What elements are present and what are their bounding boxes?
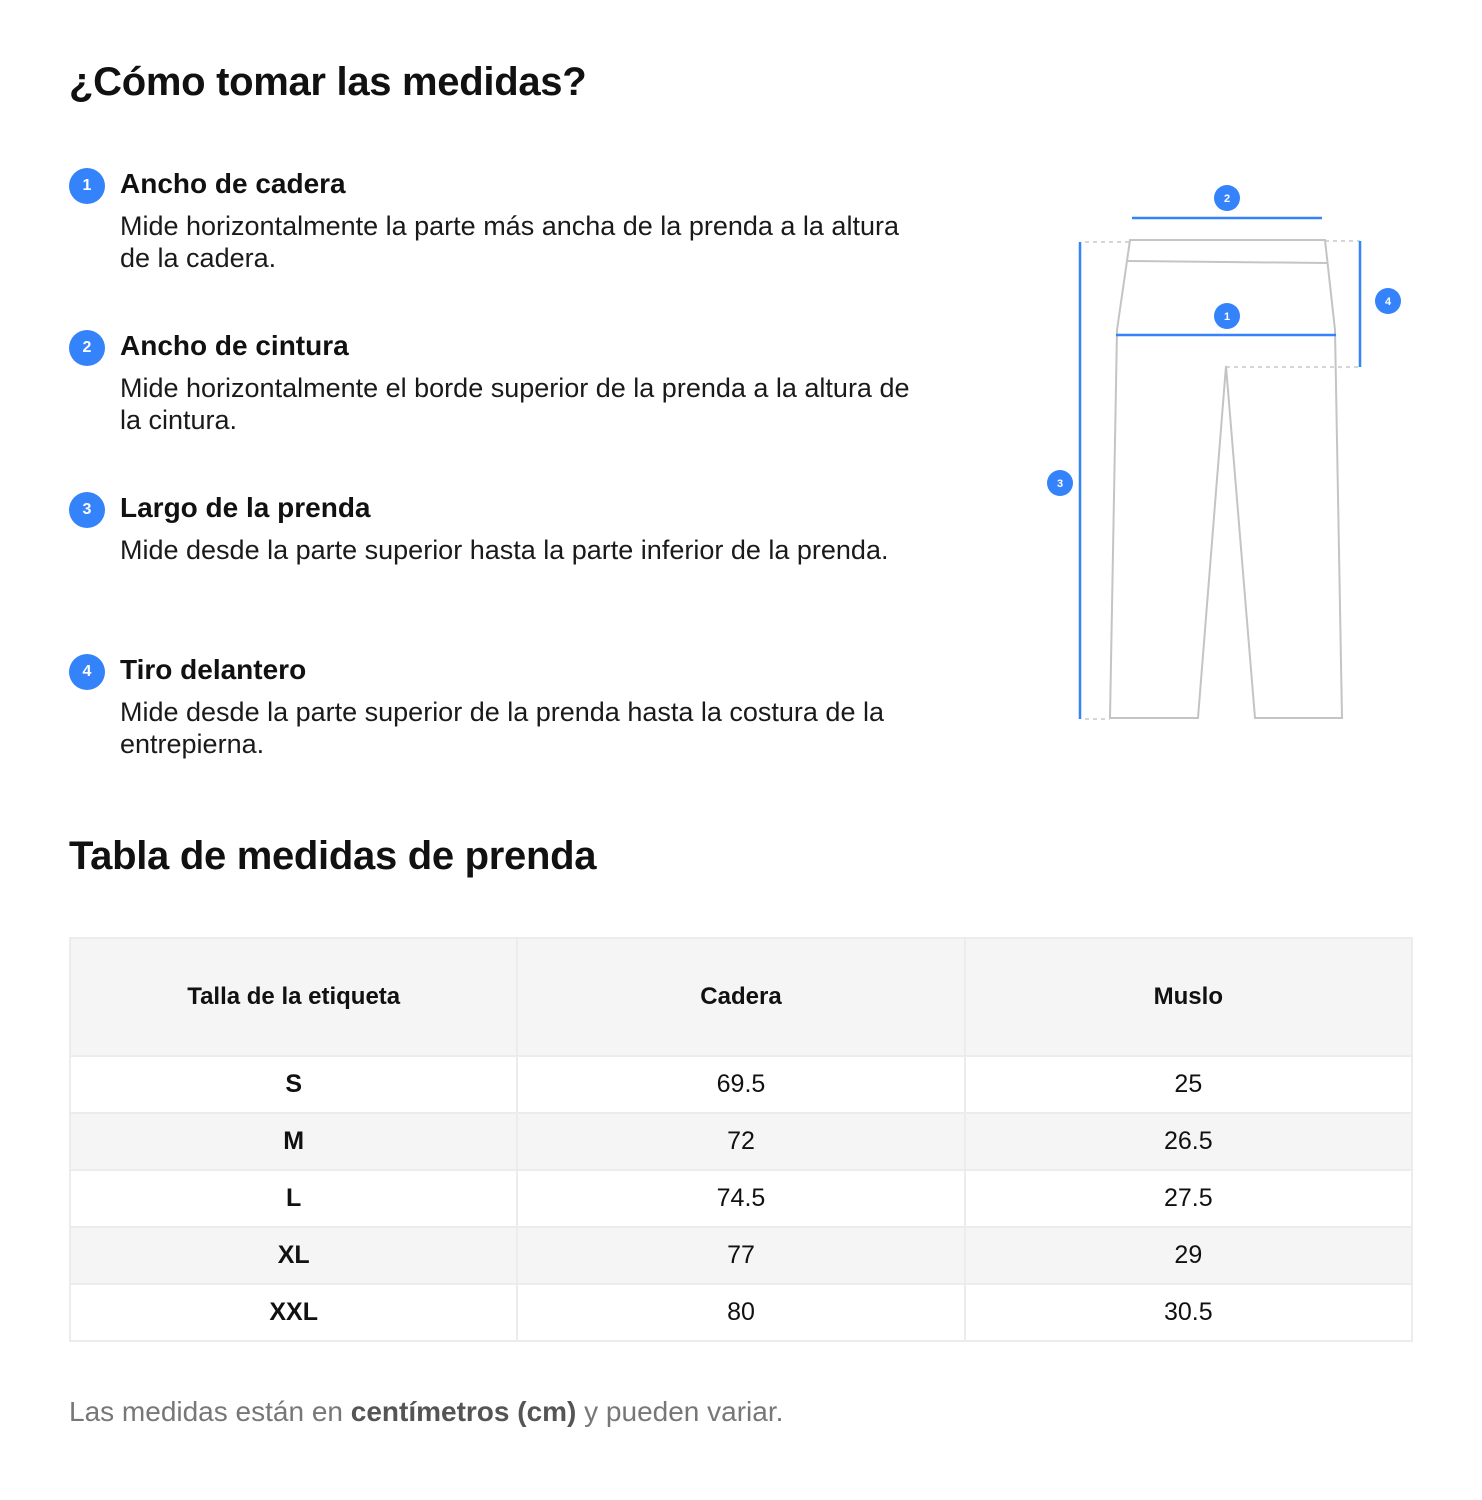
hip-cell: 74.5	[517, 1170, 964, 1227]
measurement-steps	[69, 166, 929, 814]
size-cell: M	[70, 1113, 517, 1170]
step-number-badge: 4	[69, 654, 105, 690]
units-note-suffix: y pueden variar.	[576, 1396, 784, 1427]
hip-cell: 69.5	[517, 1056, 964, 1113]
column-header-thigh: Muslo	[965, 938, 1412, 1056]
size-cell: XXL	[70, 1284, 517, 1341]
step-description: Mide horizontalmente el borde superior de la prenda a la altura de la cintura.	[120, 373, 910, 435]
step-number-badge: 1	[69, 168, 105, 204]
hip-cell: 77	[517, 1227, 964, 1284]
hip-cell: 80	[517, 1284, 964, 1341]
thigh-cell: 25	[965, 1056, 1412, 1113]
table-title: Tabla de medidas de prenda	[69, 834, 597, 878]
thigh-cell: 26.5	[965, 1113, 1412, 1170]
size-table	[69, 937, 1413, 1342]
marker-4-label: 4	[1384, 296, 1392, 308]
step-title: Ancho de cadera	[120, 168, 346, 199]
size-cell: XL	[70, 1227, 517, 1284]
column-header-hip: Cadera	[517, 938, 964, 1056]
thigh-cell: 30.5	[965, 1284, 1412, 1341]
units-note-prefix: Las medidas están en	[69, 1396, 351, 1427]
page-title: ¿Cómo tomar las medidas?	[69, 60, 587, 104]
table-header-row	[70, 938, 1412, 1056]
step-number-badge: 2	[69, 330, 105, 366]
waistband-line	[1127, 261, 1327, 263]
table-row	[70, 1284, 1412, 1341]
units-note	[69, 1396, 783, 1428]
units-note-unit: centímetros (cm)	[350, 1396, 577, 1427]
step-waist-width	[69, 328, 929, 490]
table-row	[70, 1227, 1412, 1284]
table-row	[70, 1170, 1412, 1227]
step-description: Mide desde la parte superior hasta la parte inferior de la prenda.	[120, 535, 889, 565]
size-cell: L	[70, 1170, 517, 1227]
size-cell: S	[70, 1056, 517, 1113]
step-garment-length	[69, 490, 929, 652]
pants-measurement-diagram	[1030, 170, 1430, 740]
step-title: Largo de la prenda	[120, 492, 371, 523]
marker-1-label: 1	[1223, 311, 1231, 323]
table-row	[70, 1113, 1412, 1170]
table-row	[70, 1056, 1412, 1113]
thigh-cell: 27.5	[965, 1170, 1412, 1227]
hip-cell: 72	[517, 1113, 964, 1170]
step-hip-width	[69, 166, 929, 328]
step-front-rise	[69, 652, 929, 814]
step-description: Mide horizontalmente la parte más ancha de la prenda a la altura de la cadera.	[120, 211, 899, 273]
column-header-size: Talla de la etiqueta	[70, 938, 517, 1056]
marker-2-label: 2	[1223, 193, 1231, 205]
step-title: Tiro delantero	[120, 654, 307, 685]
thigh-cell: 29	[965, 1227, 1412, 1284]
step-title: Ancho de cintura	[120, 330, 349, 361]
step-number-badge: 3	[69, 492, 105, 528]
marker-3-label: 3	[1056, 478, 1064, 490]
step-description: Mide desde la parte superior de la prenda hasta la costura de la entrepierna.	[120, 697, 884, 759]
